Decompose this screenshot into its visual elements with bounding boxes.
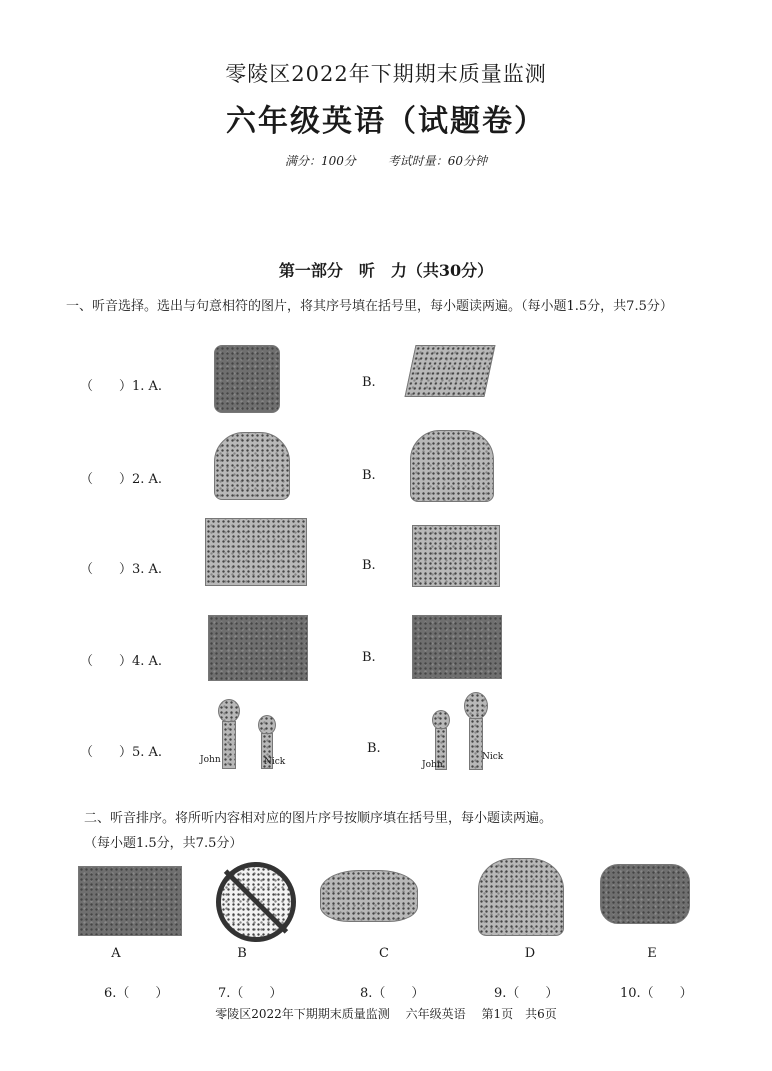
footer-exam: 零陵区2022年下期期末质量监测 [215,1007,390,1021]
q3-option-a-image [205,518,307,586]
section2-score: （每小题1.5分，共7.5分） [84,836,243,851]
q5a-john-body [222,721,236,769]
q1-option-b-image [404,345,495,397]
q5a-nick-label: Nick [264,757,286,767]
picture-d-image [478,858,564,936]
exam-title: 零陵区2022年下期期末质量监测 [225,62,547,86]
q5a-john-label: John [200,755,221,765]
q3-option-b-image [412,525,500,587]
order-blank-10: 10.（ ） [620,986,693,1001]
picture-c-image [320,870,418,922]
page-footer [0,1005,772,1022]
picture-b-image [216,862,296,942]
q4-option-b-image [412,615,502,679]
picture-a-image [78,866,182,936]
q2-option-a-image [214,432,290,500]
footer-subject: 六年级英语 [405,1007,466,1021]
question-3-label: （ ）3. A. [80,562,163,577]
q1-option-b-label: B. [362,375,376,390]
q4-option-a-image [208,615,308,681]
order-blank-6: 6.（ ） [104,986,169,1001]
question-5-label: （ ）5. A. [80,745,163,760]
q5b-john-head [432,710,450,730]
q5-option-b-image [420,690,510,776]
section2-instruction: 二、听音排序。将所听内容相对应的图片序号按顺序填在括号里，每小题读两遍。 [84,811,553,826]
paper-subtitle: 六年级英语（试题卷） [226,104,546,139]
picture-b-letter: B [237,946,247,961]
order-blank-9: 9.（ ） [494,986,559,1001]
picture-a-letter: A [111,946,121,961]
q5a-nick-head [258,715,276,735]
q5b-john-label: John [422,760,443,770]
q2-option-b-label: B. [362,468,376,483]
footer-page: 第1页 共6页 [481,1007,557,1021]
q5-option-a-image [200,695,286,775]
question-1-label: （ ）1. A. [80,379,163,394]
q5a-john-head [218,699,240,723]
picture-d-letter: D [524,946,536,961]
q4-option-b-label: B. [362,650,376,665]
picture-e-image [600,864,690,924]
q2-option-b-image [410,430,494,502]
section1-instruction: 一、听音选择。选出与句意相符的图片，将其序号填在括号里，每小题读两遍。（每小题1.5分，共7.5分） [66,299,673,314]
part-title: 第一部分 听 力（共30分） [278,261,494,280]
q1-option-a-image [214,345,280,413]
question-2-label: （ ）2. A. [80,472,163,487]
question-4-label: （ ）4. A. [80,654,163,669]
q3-option-b-label: B. [362,558,376,573]
exam-time: 考试时量：60分钟 [387,154,487,168]
order-blank-7: 7.（ ） [218,986,283,1001]
q5-option-b-label: B. [367,741,381,756]
full-score: 满分：100分 [284,154,356,168]
q5b-nick-head [464,692,488,720]
picture-e-letter: E [647,946,657,961]
q5b-nick-body [469,718,483,770]
exam-meta [0,152,772,169]
picture-c-letter: C [379,946,389,961]
order-blank-8: 8.（ ） [360,986,425,1001]
q5b-nick-label: Nick [482,752,504,762]
